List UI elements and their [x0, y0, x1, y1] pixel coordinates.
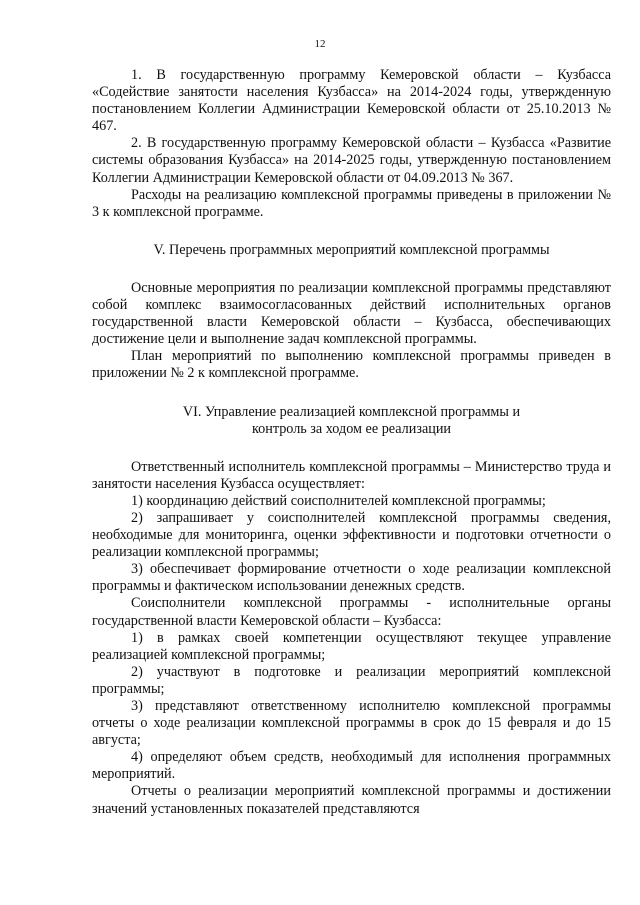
section-6-paragraph-responsible: Ответственный исполнитель комплексной программы – Министерство труда и занятости населения Кузбасса осуществляет: [92, 458, 611, 492]
page-content [92, 67, 611, 818]
section-6-item-funding: 4) определяют объем средств, необходимый для исполнения программных мероприятий. [92, 749, 611, 783]
section-6-paragraph-reports-submission: Отчеты о реализации мероприятий комплексной программы и достижении значений установленных показателей представляются [92, 783, 611, 817]
section-6-heading-line-2: контроль за ходом ее реализации [251, 420, 452, 437]
paragraph-expenses: Расходы на реализацию комплексной программы приведены в приложении № 3 к комплексной программе. [92, 186, 611, 220]
paragraph-program-employment: 1. В государственную программу Кемеровской области – Кузбасса «Содействие занятости населения Кузбасса» на 2014-2024 годы, утвержденную постановлением Коллегии Администрации Кемеровской области от 25.10.2013 № 467. [92, 67, 611, 135]
paragraph-program-education: 2. В государственную программу Кемеровской области – Кузбасса «Развитие системы образования Кузбасса» на 2014-2025 годы, утвержденную постановлением Коллегии Администрации Кемеровской области от 04.09.2013 № 367. [92, 135, 611, 186]
section-5-paragraph-main-activities: Основные мероприятия по реализации комплексной программы представляют собой комплекс взаимосогласованных действий исполнительных органов государственной власти Кемеровской области – Кузбасса, обеспечивающих достижение цели и выполнение задач комплексной программы. [92, 279, 611, 348]
section-5-paragraph-plan: План мероприятий по выполнению комплексной программы приведен в приложении № 2 к комплексной программе. [92, 348, 611, 382]
section-6-item-requests: 2) запрашивает у соисполнителей комплексной программы сведения, необходимые для мониторинга, оценки эффективности и подготовки отчетности о реализации комплексной программы; [92, 509, 611, 561]
page-number: 12 [314, 38, 326, 50]
section-5-heading: V. Перечень программных мероприятий комплексной программы [153, 241, 550, 258]
section-6-item-reporting: 3) обеспечивает формирование отчетности о ходе реализации комплексной программы и фактическом использовании денежных средств. [92, 561, 611, 595]
section-6-paragraph-coexecutors: Соисполнители комплексной программы - исполнительные органы государственной власти Кемеровской области – Кузбасса: [92, 595, 611, 629]
section-6-item-management: 1) в рамках своей компетенции осуществляют текущее управление реализацией комплексной программы; [92, 629, 611, 663]
section-6-item-reports: 3) представляют ответственному исполнителю комплексной программы отчеты о ходе реализации комплексной программы в срок до 15 февраля и до 15 августа; [92, 698, 611, 749]
section-6-item-coordination: 1) координацию действий соисполнителей комплексной программы; [131, 492, 546, 509]
section-6-heading-line-1: VI. Управление реализацией комплексной программы и [182, 403, 521, 420]
section-6-item-participation: 2) участвуют в подготовке и реализации мероприятий комплексной программы; [92, 663, 611, 697]
